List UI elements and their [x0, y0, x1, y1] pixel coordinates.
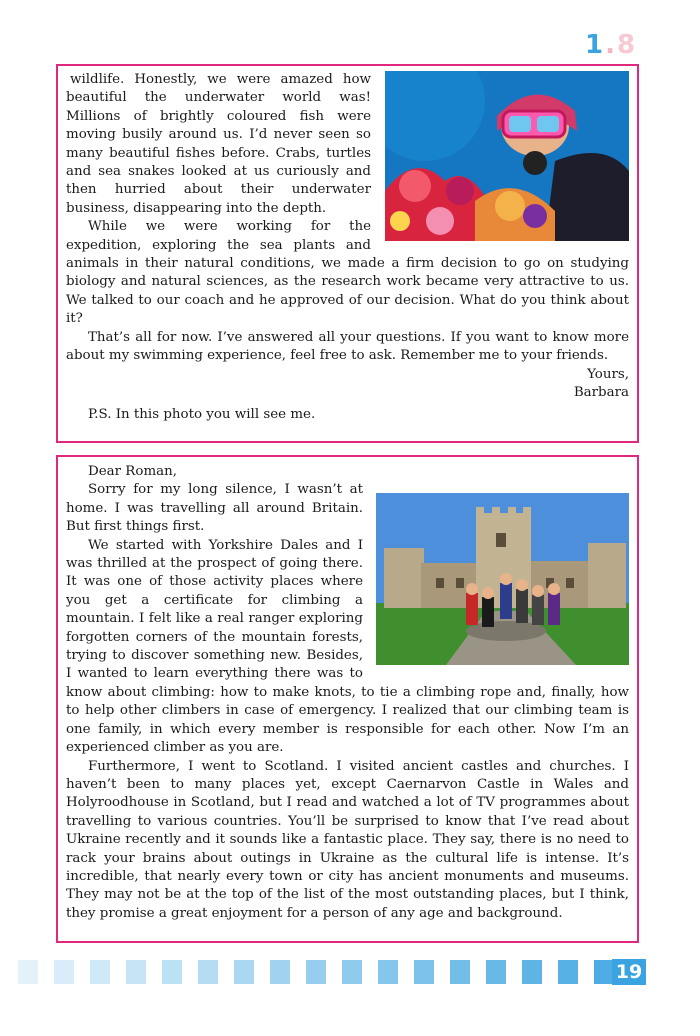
unit-section: 8	[616, 30, 638, 60]
letter-roman-para-1: Sorry for my long silence, I wasn’t at home. I was travelling all around Britain. But first things first.	[66, 482, 363, 535]
letter-roman-greeting: Dear Roman,	[88, 464, 178, 479]
letter-barbara-closing: Yours,	[587, 366, 629, 382]
footer-square	[306, 960, 326, 984]
letter-roman-text	[66, 463, 629, 923]
letter-barbara-para-1: wildlife. Honestly, we were amazed how beautiful the underwater world was! Millions of brightly coloured fish were moving busily around us. I’d never seen so many beautiful fishes before. Crabs, turtles and sea snakes looked at us curiously and then hurried about their underwater business, disappearing into the depth.	[66, 72, 371, 216]
castle-photo	[376, 493, 629, 665]
footer-square	[558, 960, 578, 984]
footer-square	[126, 960, 146, 984]
footer-square	[198, 960, 218, 984]
footer-square	[450, 960, 470, 984]
letter-barbara-text	[66, 71, 629, 425]
footer-square	[18, 960, 38, 984]
letter-box-barbara	[56, 64, 639, 443]
unit-dot: .	[605, 30, 617, 60]
letter-barbara-ps: P.S. In this photo you will see me.	[88, 407, 316, 423]
page-number: 19	[612, 959, 646, 985]
unit-marker	[585, 30, 637, 60]
castle-photo-illustration	[376, 493, 629, 665]
footer-square	[162, 960, 182, 984]
letter-box-roman	[56, 455, 639, 943]
letter-barbara-signature: Barbara	[573, 384, 629, 400]
footer-square	[522, 960, 542, 984]
letter-roman-para-3: Furthermore, I went to Scotland. I visited ancient castles and churches. I haven’t been to many places yet, except Caernarvon Castle in Wales and Holyroodhouse in Scotland, but I read and watched a lot of TV programmes about travelling to various countries. You’ll be surprised to know that I’ve read about Ukraine recently and it sounds like a fantastic place. They say, there is no need to rack your brains about outings in Ukraine as the cultural life is intense. It’s incredible, that nearly every town or city has ancient monuments and museums. They may not be at the top of the list of the most outstanding places, but I think, they promise a great enjoyment for a person of any age and background.	[66, 758, 629, 921]
footer-square	[378, 960, 398, 984]
footer-square	[342, 960, 362, 984]
footer-square	[90, 960, 110, 984]
footer-square	[594, 960, 614, 984]
letter-barbara-para-3: That’s all for now. I’ve answered all your questions. If you want to know more about my swimming experience, feel free to ask. Remember me to your friends.	[66, 329, 629, 364]
letter-roman-para-2: We started with Yorkshire Dales and I was thrilled at the prospect of going there. It was one of those activity places where you get a certificate for climbing a mountain. I felt like a real ranger exploring forgotten corners of the mountain forests, trying to discover something new. Besides, I wanted to learn everything there was to know about climbing: how to make knots, to tie a climbing rope and, finally, how to help other climbers in case of emergency. I realized that our climbing team is one family, in which every member is responsible for each other. Now I’m an experienced climber as you are.	[66, 537, 629, 756]
diver-photo-illustration	[385, 71, 629, 241]
footer-square	[270, 960, 290, 984]
unit-number: 1	[585, 30, 606, 60]
diver-photo	[385, 71, 629, 241]
footer-square	[54, 960, 74, 984]
footer-square	[234, 960, 254, 984]
letter-barbara-para-2: While we were working for the expedition, exploring the sea plants and animals in their natural conditions, we made a firm decision to go on studying biology and natural sciences, as the research work became very attractive to us. We talked to our coach and he approved of our decision. What do you think about it?	[66, 219, 629, 327]
footer-square	[414, 960, 434, 984]
footer-decoration	[18, 960, 638, 984]
footer-square	[486, 960, 506, 984]
